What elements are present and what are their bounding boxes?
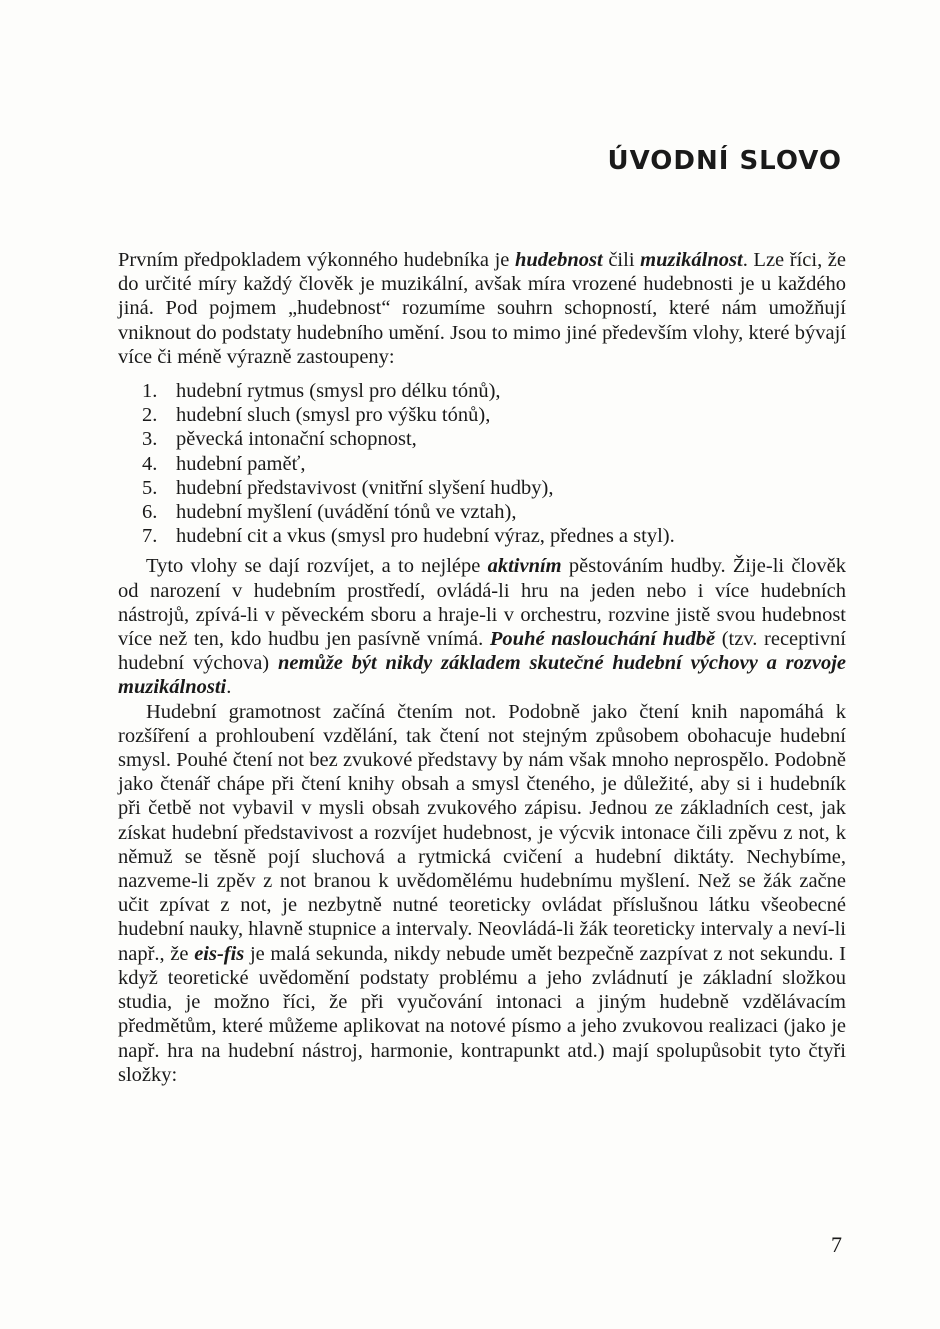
- emphasis: Pouhé naslouchání hudbě: [489, 628, 716, 651]
- list-text: hudební paměť,: [176, 452, 306, 475]
- list-text: hudební cit a vkus (smysl pro hudební výraz, přednes a styl).: [176, 525, 675, 548]
- list-item: [118, 403, 846, 427]
- text-run: Hudební gramotnost začíná čtením not. Podobně jako čtení knih napomáhá k rozšíření a prohloubení vzdělání, tak čtení not stejným způsobem obohacuje hudební smysl. Pouhé čtení not bez zvukové představy by nám však mnoho neprospělo. Podobně jako čtenář chápe při čtení knihy obsah a smysl čteného, je důležité, aby si i hudebník při četbě not vybavil v mysli obsah zvukového zápisu. Jednou ze základních cest, jak získat hudební představivost a rozvíjet hudebnost, je výcvik intonace čili zpěvu z not, k němuž se těsně pojí sluchová a rytmická cvičení a hudební diktáty. Nechybíme, nazveme-li zpěv z not branou k uvědomělému hudebnímu myšlení. Než se žák začne učit zpívat z not, je nezbytně nutné teoreticky ovládat příslušnou látku všeobecné hudební nauky, hlavně stupnice a intervaly. Neovládá-li žák teoreticky intervaly a neví-li např., že: [118, 700, 846, 965]
- list-number: 3.: [142, 428, 158, 451]
- emphasis: hudebnost: [514, 249, 603, 271]
- page-body: [118, 248, 846, 1087]
- list-item: [118, 452, 846, 476]
- list-number: 4.: [142, 452, 158, 475]
- text-run: .: [226, 676, 232, 699]
- paragraph-1: [118, 248, 846, 369]
- list-text: hudební sluch (smysl pro výšku tónů),: [176, 404, 491, 427]
- text-run: (tzv. receptivní hudební výchova): [118, 628, 846, 675]
- chapter-heading: ÚVODNÍ SLOVO: [607, 146, 842, 176]
- emphasis: eis-fis: [194, 942, 245, 965]
- list-number: 2.: [142, 404, 158, 427]
- abilities-list: [118, 379, 846, 548]
- text-run: Prvním předpokladem výkonného hudebníka je: [118, 249, 515, 271]
- list-item: [118, 379, 846, 403]
- text-run: je malá sekunda, nikdy nebude umět bezpečně zazpívat z not sekundu. I když teoretické uvědomění podstaty problému a jeho zvládnutí je základní složkou studia, je možno říci, že při vyučování intonaci a jiným hudebně vzdělávacím předmětům, které můžeme aplikovat na notové písmo a jeho zvukovou realizaci (jako je např. hra na hudební nástroj, harmonie, kontrapunkt atd.) mají spolupůsobit tyto čtyři složky:: [118, 942, 847, 1086]
- page-number: 7: [831, 1232, 842, 1257]
- list-text: hudební rytmus (smysl pro délku tónů),: [176, 380, 501, 403]
- list-item: [118, 524, 846, 548]
- paragraph-2: [118, 554, 846, 699]
- list-text: hudební myšlení (uvádění tónů ve vztah),: [176, 501, 517, 524]
- list-text: hudební představivost (vnitřní slyšení hudby),: [176, 476, 554, 499]
- list-number: 6.: [142, 501, 158, 524]
- paragraph-3: [118, 700, 846, 1087]
- emphasis: muzikálnost: [640, 249, 743, 271]
- list-number: 7.: [142, 525, 158, 548]
- emphasis: aktivním: [487, 555, 562, 578]
- list-item: [118, 476, 846, 500]
- list-number: 5.: [142, 476, 158, 499]
- list-item: [118, 500, 846, 524]
- text-run: pěstováním hudby. Žije-li člověk od narození v hudebním prostředí, ovládá-li hru na jeden nebo i více hudebních nástrojů, zpívá-li v pěveckém sboru a hraje-li v orchestru, rozvine jistě svou hudebnost více než ten, kdo hudbu jen pasívně vnímá.: [118, 555, 846, 651]
- list-item: [118, 427, 846, 451]
- text-run: čili: [602, 249, 641, 271]
- text-run: . Lze říci, že do určité míry každý člověk je muzikální, avšak míra vrozené hudebnosti je u každého jiná. Pod pojmem „hudebnost“ rozumíme souhrn schopností, které nám umožňují vniknout do podstaty hudebního umění. Jsou to mimo jiné především vlohy, které bývají více či méně výrazně zastoupeny:: [118, 249, 847, 368]
- text-run: Tyto vlohy se dají rozvíjet, a to nejlépe: [146, 555, 488, 578]
- list-text: pěvecká intonační schopnost,: [176, 428, 417, 451]
- list-number: 1.: [142, 380, 158, 403]
- emphasis: nemůže být nikdy základem skutečné hudební výchovy a rozvoje muzikálnosti: [118, 652, 846, 699]
